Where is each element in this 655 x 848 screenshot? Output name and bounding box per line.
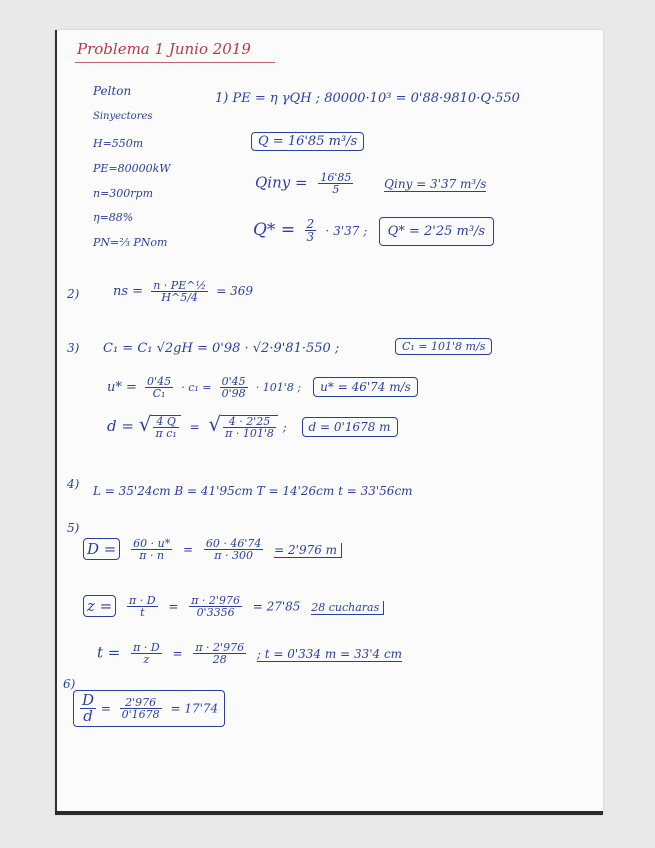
p5-D-row: D = $\frac{60 \cdot u*}{\pi \cdot n}$ = $\frac{60 \cdot 46'74}{\pi \cdot 300}$ = 2'976 m [83,538,342,561]
paper-sheet [55,30,603,815]
p1-qstar-row [253,218,494,243]
data-item-2: H=550m [93,137,144,150]
p5-D-f2-den: π · 300 [214,549,253,562]
p3-label: 3) [67,341,80,355]
p6-value-fraction [120,697,162,720]
p5-z-f2-num: π · 2'976 [191,594,240,607]
p3-d-f2-num: 4 · 2'25 [223,416,276,428]
page-edge-bottom [55,811,603,815]
p5-t-row: t = $\frac{\pi \cdot D}{z}$ = $\frac{\pi \cdot 2'976}{28}$ ; t = 0'334 m = 33'4 cm [97,641,403,666]
p1-qstar-lhs: Q* = [253,220,296,240]
p5-D-lhs: D = [83,538,120,560]
p4-label: 4) [67,477,80,491]
p6-ratio-den: d [83,707,93,725]
p3-d-end: ; [282,420,287,434]
p6-ratio-num: D [82,691,95,709]
p3-d-row: d = √ $\frac{4 Q}{\text{π c₁}}$ = √ $\frac{4 \cdot 2'25}{\pi \cdot 101'8}$ ; d = 0'1678 m [107,414,398,439]
p5-t-f2-num: π · 2'976 [195,641,245,654]
p5-z-fraction-1 [127,595,158,618]
p5-D-f1-num: 60 · u* [133,537,171,550]
p3-d-fraction-2 [221,415,278,439]
p5-t-fraction-2 [193,642,246,665]
p1-qstar-den: 3 [306,230,315,244]
data-item-6: PN=⅔ PNom [93,236,168,249]
p2-label: 2) [67,287,80,301]
p3-u-f2-den: 0'98 [221,387,246,400]
p5-z-result: = 27'85 [252,599,301,614]
data-item-0: Pelton [93,84,132,98]
p5-z-lhs: z = [83,595,116,617]
p3-d-f1-num: 4 Q [153,416,178,428]
p5-t-f2-den: 28 [212,653,227,666]
p3-d-fraction-1 [151,415,180,439]
p5-t-f1-num: π · D [133,641,160,654]
p2-ns-result: = 369 [216,284,254,298]
p6-value-den: 0'1678 [121,708,160,721]
p1-qiny-den: 5 [332,183,340,196]
p3-u-mid: · c₁ = [181,381,212,394]
p6-value-num: 2'976 [120,697,162,709]
p6-ratio-fraction [80,693,96,724]
p5-t-result: ; t = 0'334 m = 33'4 cm [256,646,403,661]
problem-title: Problema 1 Junio 2019 [77,40,251,58]
p5-t-f1-den: z [143,653,150,666]
p1-qiny-num: 16'85 [320,171,352,184]
p3-d-result: d = 0'1678 m [302,417,398,437]
p1-qstar-mid: · 3'37 ; [325,224,368,238]
p1-qiny-result: Qiny = 3'37 m³/s [384,176,487,191]
p5-z-f2-den: 0'3356 [196,606,235,619]
p2-ns-row [113,280,253,303]
p3-d-f1-den: π c₁ [155,427,177,440]
data-item-3: PE=80000kW [93,162,171,175]
data-item-4: n=300rpm [93,187,154,200]
p5-D-fraction-1 [131,538,172,561]
p2-ns-lhs: ns = [113,284,144,299]
p5-label: 5) [67,521,80,535]
p5-z-f1-num: π · D [129,594,156,607]
p3-u-f1-den: C₁ [152,387,166,400]
p1-flow-result: Q = 16'85 m³/s [251,132,364,151]
data-item-1: Sinyectores [93,111,153,122]
p3-d-sqrt-1-sign: √ [138,412,152,436]
p5-z-rounded: 28 cucharas [311,601,384,615]
p3-u-row [107,376,418,399]
data-item-5: η=88% [93,211,134,224]
p3-u-fraction-2 [220,376,248,399]
p1-qstar-result: Q* = 2'25 m³/s [379,217,494,246]
p1-qstar-num: 2 [306,217,315,231]
p5-D-f2-num: 60 · 46'74 [205,537,262,550]
p4-dimensions: L = 35'24cm B = 41'95cm T = 14'26cm t = 33'56cm [93,484,413,498]
p3-c1-equation: C₁ = C₁ √2gH = 0'98 · √2·9'81·550 ; [103,341,340,356]
p2-ns-den: H^5/4 [161,291,198,304]
p1-qstar-fraction [305,218,317,243]
p5-z-row: z = $\frac{\pi \cdot D}{t}$ = $\frac{\pi \cdot 2'976}{0'3356}$ = 27'85 28 cucharas [83,595,384,618]
title-underline [75,62,275,63]
p3-u-lhs: u* = [107,380,137,395]
p1-qiny-lhs: Qiny = [255,173,308,192]
p2-ns-fraction [151,280,208,303]
p3-d-lhs: d = [107,417,134,435]
p5-z-fraction-2 [189,595,242,618]
p3-u-f2-num: 0'45 [221,375,246,388]
p3-u-fraction-1 [145,376,173,399]
p3-c1-result: C₁ = 101'8 m/s [395,338,492,355]
p5-z-f1-den: t [140,606,145,619]
p3-u-result: u* = 46'74 m/s [313,377,418,397]
p6-ratio-box: $\frac{D}{d}$ = $\frac{2'976}{0'1678}$ = 17'74 [73,690,225,727]
p6-result: = 17'74 [170,701,219,716]
p6-label: 6) [63,677,76,691]
p3-d-f2-den: π · 101'8 [225,427,274,440]
p5-D-fraction-2 [204,538,264,561]
p3-u-end: · 101'8 ; [255,381,302,394]
p1-qiny-row [255,172,486,195]
p5-t-fraction-1 [131,642,162,665]
p1-power-equation: 1) PE = η γQH ; 80000·10³ = 0'88·9810·Q·550 [215,91,520,106]
p5-D-f1-den: π · n [139,549,165,562]
p5-t-lhs: t = [97,643,121,662]
p2-ns-num: n · PE^½ [153,279,207,292]
page-edge-left [55,30,57,815]
p1-qiny-fraction [318,172,353,195]
p3-d-sqrt-2-sign: √ [208,412,222,436]
p3-u-f1-num: 0'45 [147,375,172,388]
p5-D-result: = 2'976 m [274,543,342,558]
